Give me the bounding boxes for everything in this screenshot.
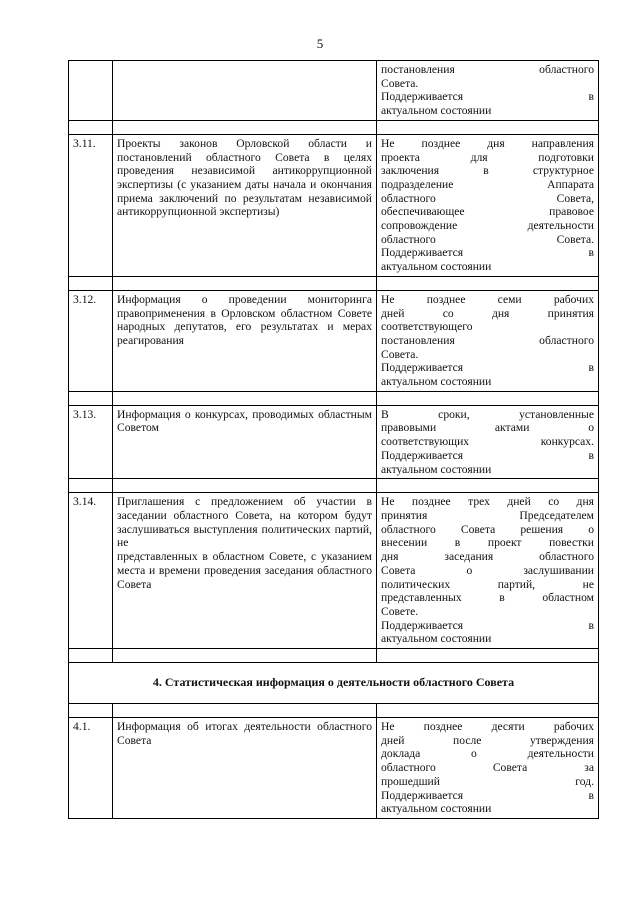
text-line: Совета.	[381, 76, 419, 90]
text-line: проведения независимой антикоррупционной	[117, 164, 372, 178]
spacer-cell	[69, 649, 113, 663]
text-line: антикоррупционной экспертизы)	[117, 205, 280, 219]
spacer-cell	[113, 120, 377, 134]
item-number	[69, 61, 113, 121]
text-line: представленных в областном	[381, 591, 594, 605]
text-line: заслушиваться выступления политических партий, не	[117, 522, 372, 550]
spacer-cell	[113, 704, 377, 718]
text-line: Поддерживается в	[381, 618, 594, 632]
text-line: актуальном состоянии	[381, 260, 492, 274]
information-cell	[113, 493, 377, 649]
spacer-row	[69, 704, 599, 718]
text-line: Совета о заслушивании	[381, 563, 594, 577]
item-number: 3.13.	[69, 405, 113, 479]
spacer-cell	[377, 479, 599, 493]
text-line: актуальном состоянии	[381, 104, 492, 118]
spacer-row	[69, 479, 599, 493]
text-line: дней после утверждения	[381, 733, 594, 747]
text-line: актуальном состоянии	[381, 462, 492, 476]
information-cell	[113, 405, 377, 479]
text-line: дней со дня принятия	[381, 306, 594, 320]
spacer-cell	[69, 704, 113, 718]
information-cell	[113, 134, 377, 276]
term-cell	[377, 718, 599, 819]
text-line: Поддерживается в	[381, 788, 594, 802]
item-number: 3.14.	[69, 493, 113, 649]
text-line: областного Совета,	[381, 191, 594, 205]
spacer-row	[69, 120, 599, 134]
text-line: места и времени проведения заседания областного	[117, 563, 372, 577]
text-line: принятия Председателем	[381, 508, 594, 522]
text-line: В сроки, установленные	[381, 407, 594, 421]
text-line: заседании областного Совета, на котором будут	[117, 508, 372, 522]
text-line: подразделение Аппарата	[381, 177, 594, 191]
section-title: 4. Статистическая информация о деятельности областного Совета	[69, 663, 599, 704]
spacer-cell	[377, 276, 599, 290]
text-line: правоприменения в Орловском областном Совете	[117, 306, 372, 320]
table-row	[69, 493, 599, 649]
text-line: областного Совета решения о	[381, 522, 594, 536]
page-number: 5	[316, 36, 324, 51]
text-line: актуальном состоянии	[381, 632, 492, 646]
text-line: областного Совета за	[381, 761, 594, 775]
text-line: дня заседания областного	[381, 550, 594, 564]
text-line: реагирования	[117, 333, 184, 347]
spacer-row	[69, 649, 599, 663]
spacer-cell	[377, 391, 599, 405]
term-cell	[377, 61, 599, 121]
text-line: постановления областного	[381, 63, 594, 76]
text-line: Приглашения с предложением об участии в	[117, 495, 372, 509]
text-line: Информация об итогах деятельности областного	[117, 720, 372, 734]
text-line: Совете.	[381, 604, 419, 618]
spacer-cell	[113, 649, 377, 663]
text-line: народных депутатов, его результатах и мерах	[117, 320, 372, 334]
text-line: представленных в областном Совете, с указанием	[117, 550, 372, 564]
text-line: Поддерживается в	[381, 90, 594, 104]
information-cell	[113, 290, 377, 391]
table-row	[69, 290, 599, 391]
table-row	[69, 718, 599, 819]
text-line: Совета.	[381, 347, 419, 361]
information-table	[68, 60, 599, 819]
text-line: Поддерживается в	[381, 448, 594, 462]
text-line: Не позднее семи рабочих	[381, 292, 594, 306]
text-line: внесении в проект повестки	[381, 536, 594, 550]
text-line: обеспечивающее правовое	[381, 205, 594, 219]
text-line: Информация о конкурсах, проводимых областным	[117, 407, 372, 421]
text-line: актуальном состоянии	[381, 802, 492, 816]
text-line: Проекты законов Орловской области и	[117, 136, 372, 150]
term-cell	[377, 134, 599, 276]
text-line: доклада о деятельности	[381, 747, 594, 761]
item-number: 3.11.	[69, 134, 113, 276]
text-line: соответствующего	[381, 320, 473, 334]
text-line: приема заключений по результатам независимой	[117, 191, 372, 205]
spacer-cell	[377, 120, 599, 134]
text-line: правовыми актами о	[381, 421, 594, 435]
text-line: Не позднее дня направления	[381, 136, 594, 150]
spacer-cell	[69, 276, 113, 290]
spacer-cell	[377, 649, 599, 663]
text-line: Совета	[117, 733, 152, 747]
spacer-cell	[113, 391, 377, 405]
text-line: политических партий, не	[381, 577, 594, 591]
table-row	[69, 61, 599, 121]
text-line: Не позднее десяти рабочих	[381, 720, 594, 734]
text-line: Не позднее трех дней со дня	[381, 495, 594, 509]
text-line: постановлений областного Совета в целях	[117, 150, 372, 164]
table-row	[69, 134, 599, 276]
text-line: Совета	[117, 577, 152, 591]
term-cell	[377, 290, 599, 391]
spacer-cell	[377, 704, 599, 718]
section-header-row	[69, 663, 599, 704]
information-cell	[113, 718, 377, 819]
text-line: Поддерживается в	[381, 246, 594, 260]
text-line: областного Совета.	[381, 232, 594, 246]
term-cell	[377, 493, 599, 649]
text-line: Советом	[117, 421, 159, 435]
spacer-cell	[69, 391, 113, 405]
table-row	[69, 405, 599, 479]
item-number: 4.1.	[69, 718, 113, 819]
term-cell	[377, 405, 599, 479]
text-line: проекта для подготовки	[381, 150, 594, 164]
spacer-row	[69, 276, 599, 290]
information-cell	[113, 61, 377, 121]
text-line: экспертизы (с указанием даты начала и окончания	[117, 177, 372, 191]
text-line: постановления областного	[381, 333, 594, 347]
spacer-cell	[113, 479, 377, 493]
text-line: актуальном состоянии	[381, 375, 492, 389]
text-line: соответствующих конкурсах.	[381, 435, 594, 449]
text-line: прошедший год.	[381, 774, 594, 788]
text-line: Информация о проведении мониторинга	[117, 292, 372, 306]
spacer-row	[69, 391, 599, 405]
text-line: Поддерживается в	[381, 361, 594, 375]
text-line: заключения в структурное	[381, 164, 594, 178]
text-line: сопровождение деятельности	[381, 219, 594, 233]
spacer-cell	[69, 479, 113, 493]
spacer-cell	[69, 120, 113, 134]
item-number: 3.12.	[69, 290, 113, 391]
spacer-cell	[113, 276, 377, 290]
